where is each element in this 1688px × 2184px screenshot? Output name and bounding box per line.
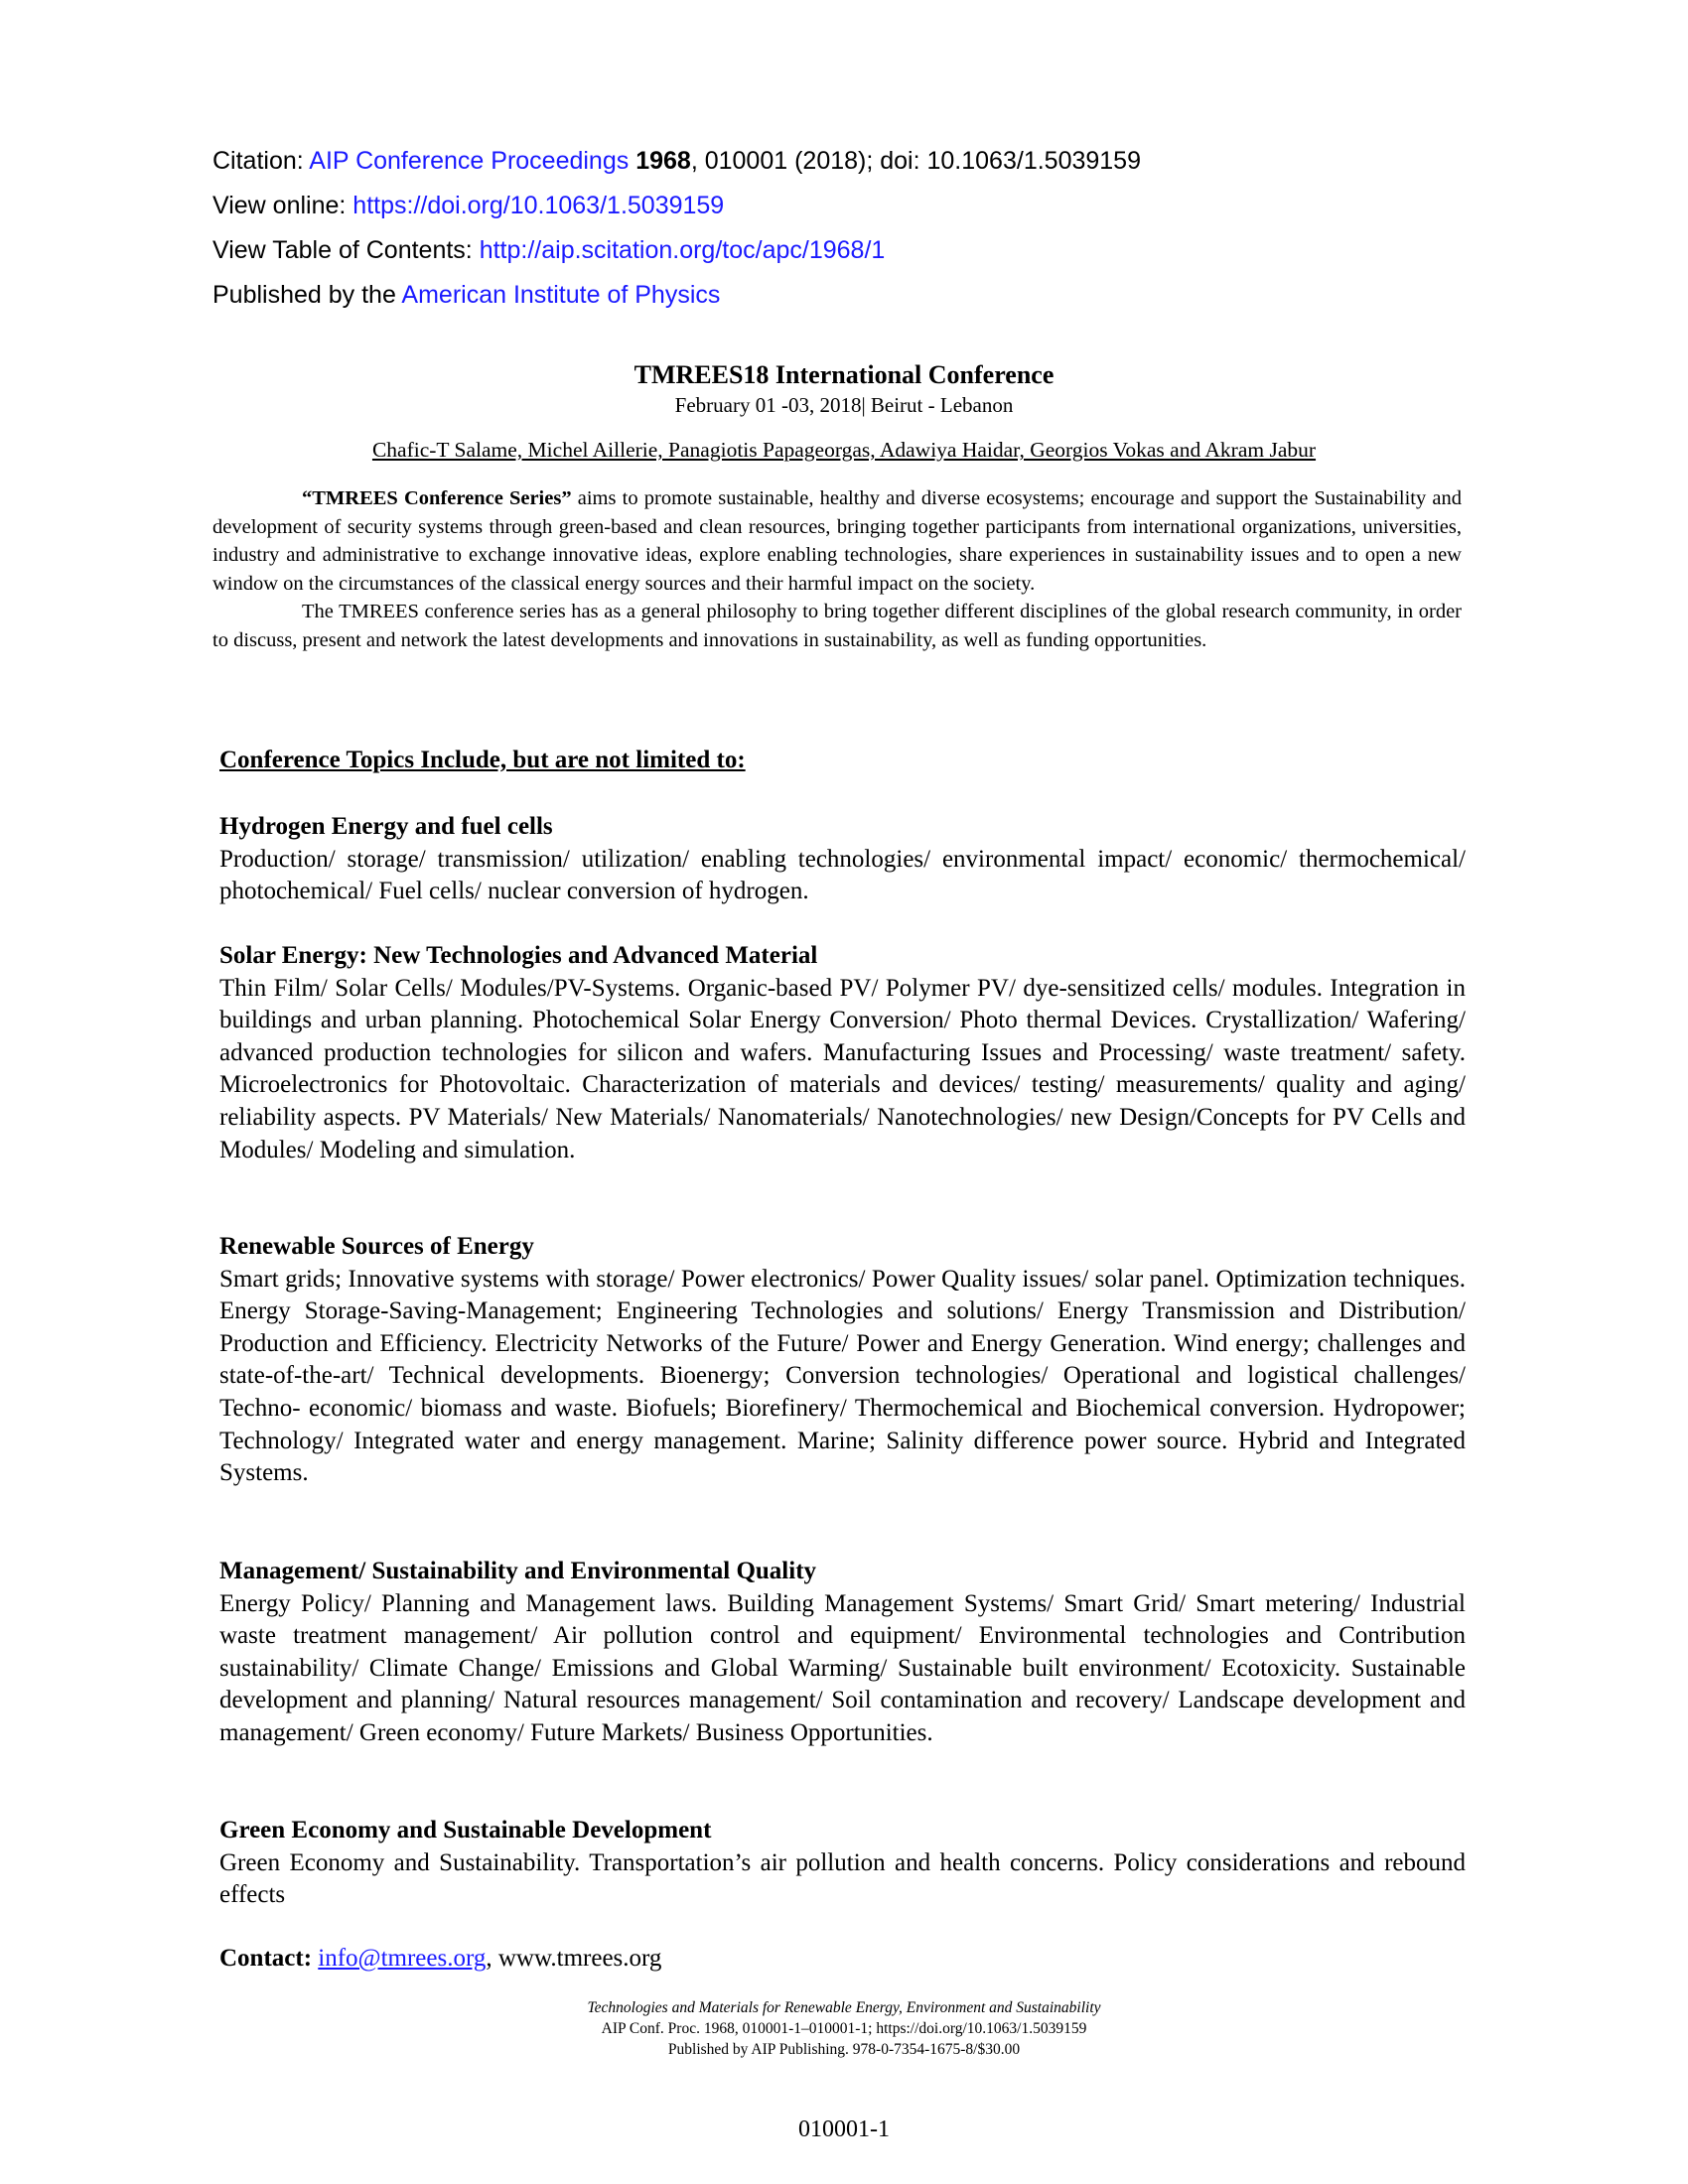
section-renewable (219, 1231, 1466, 1490)
section-body: Production/ storage/ transmission/ utilization/ enabling technologies/ environmental impact/ economic/ thermochemical/ photochemical/ Fuel cells/ nuclear conversion of hydrogen. (219, 845, 1466, 905)
publisher-line (212, 273, 1141, 318)
proceedings-reference: AIP Conf. Proc. 1968, 010001-1–010001-1; https://doi.org/10.1063/1.5039159 (601, 2020, 1087, 2037)
contact-email-link[interactable]: info@tmrees.org (318, 1945, 487, 1972)
section-title: Hydrogen Energy and fuel cells (219, 813, 553, 840)
publisher-link[interactable]: American Institute of Physics (401, 281, 721, 309)
toc-line (212, 228, 1141, 273)
page-footer (0, 1997, 1688, 2060)
citation-block (212, 139, 1141, 318)
view-online-line (212, 184, 1141, 228)
series-name: “TMREES Conference Series” (302, 487, 572, 509)
citation-line (212, 139, 1141, 184)
citation-rest: , 010001 (2018); doi: 10.1063/1.5039159 (690, 147, 1141, 175)
section-title: Solar Energy: New Technologies and Advanced Material (219, 942, 818, 969)
section-management (219, 1556, 1466, 1750)
section-title: Green Economy and Sustainable Development (219, 1817, 712, 1843)
doi-link[interactable]: https://doi.org/10.1063/1.5039159 (352, 192, 725, 219)
volume-number: 1968 (635, 147, 691, 175)
section-body: Green Economy and Sustainability. Transportation’s air pollution and health concerns. Policy considerations and rebound effects (219, 1848, 1466, 1909)
page-number: 010001-1 (798, 2116, 890, 2142)
section-hydrogen (219, 811, 1466, 908)
publisher-info: Published by AIP Publishing. 978-0-7354-1675-8/$30.00 (667, 2041, 1021, 2058)
published-label: Published by the (212, 281, 402, 309)
section-green-economy (219, 1815, 1466, 1912)
topics-heading: Conference Topics Include, but are not limited to: (219, 747, 746, 773)
view-online-label: View online: (212, 192, 353, 219)
section-body: Thin Film/ Solar Cells/ Modules/PV-Systems. Organic-based PV/ Polymer PV/ dye-sensitized cells/ modules. Integration in buildings and urban planning. Photochemical Solar Energy Conversion/ Photo thermal Devices. Crystallization/ Wafering/ advanced production technologies for silicon and wafers. Manufacturing Issues and Processing/ waste treatment/ safety. Microelectronics for Photovoltaic. Characterization of materials and devices/ testing/ measurements/ quality and aging/ reliability aspects. PV Materials/ New Materials/ Nanomaterials/ Nanotechnologies/ new Design/Concepts for PV Cells and Modules/ Modeling and simulation. (219, 974, 1466, 1163)
proceedings-title: Technologies and Materials for Renewable Energy, Environment and Sustainability (587, 1999, 1101, 2016)
section-title: Renewable Sources of Energy (219, 1233, 534, 1260)
intro-paragraph-1 (212, 484, 1462, 598)
intro-paragraph-1-text: aims to promote sustainable, healthy and diverse ecosystems; encourage and support the Sustainability and development of security systems through green-based and clean resources, bringing together participants from international organizations, universities, industry and administrative to exchange innovative ideas, explore enabling technologies, share experiences in sustainability issues and to open a new window on the circumstances of the classical energy sources and their harmful impact on the society. (212, 487, 1462, 595)
contact-website: , www.tmrees.org (486, 1945, 662, 1972)
section-body: Smart grids; Innovative systems with storage/ Power electronics/ Power Quality issues/ solar panel. Optimization techniques. Energy Storage-Saving-Management; Engineering Technologies and solutions/ Energy Transmission and Distribution/ Production and Efficiency. Electricity Networks of the Future/ Power and Energy Generation. Wind energy; challenges and state-of-the-art/ Technical developments. Bioenergy; Conversion technologies/ Operational and logistical challenges/ Techno- economic/ biomass and waste. Biofuels; Biorefinery/ Thermochemical and Biochemical conversion. Hydropower; Technology/ Integrated water and energy management. Marine; Salinity difference power source. Hybrid and Integrated Systems. (219, 1265, 1466, 1487)
toc-link[interactable]: http://aip.scitation.org/toc/apc/1968/1 (479, 236, 886, 264)
conference-date-location: February 01 -03, 2018| Beirut - Lebanon (674, 393, 1014, 417)
section-title: Management/ Sustainability and Environmental Quality (219, 1558, 817, 1584)
authors-line: Chafic-T Salame, Michel Aillerie, Panagiotis Papageorgas, Adawiya Haidar, Georgios Vokas and Akram Jabur (371, 438, 1317, 462)
contact-line (219, 1943, 661, 1975)
intro-text (212, 484, 1462, 655)
journal-link[interactable]: AIP Conference Proceedings (309, 147, 630, 175)
conference-title: TMREES18 International Conference (633, 360, 1055, 389)
contact-label: Contact: (219, 1945, 313, 1972)
section-solar (219, 940, 1466, 1166)
citation-label: Citation: (212, 147, 310, 175)
intro-paragraph-2: The TMREES conference series has as a general philosophy to bring together different disciplines of the global research community, in order to discuss, present and network the latest developments and innovations in sustainability, as well as funding opportunities. (212, 601, 1462, 651)
toc-label: View Table of Contents: (212, 236, 480, 264)
section-body: Energy Policy/ Planning and Management laws. Building Management Systems/ Smart Grid/ Smart metering/ Industrial waste treatment management/ Air pollution control and equipment/ Environmental technologies and Contribution sustainability/ Climate Change/ Emissions and Global Warming/ Sustainable built environment/ Ecotoxicity. Sustainable development and planning/ Natural resources management/ Soil contamination and recovery/ Landscape development and management/ Green economy/ Future Markets/ Business Opportunities. (219, 1589, 1466, 1746)
